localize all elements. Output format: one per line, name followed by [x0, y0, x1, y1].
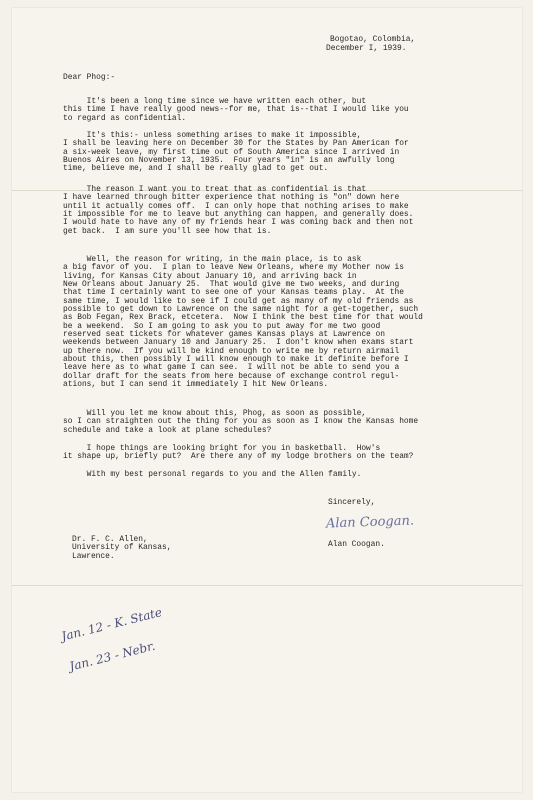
letter-line: same time, I would like to see if I could get as many of my old friends as [63, 296, 414, 306]
letter-closing: Sincerely, [328, 498, 376, 507]
letter-line: be a weekend. So I am going to ask you to put away for me two good [63, 321, 381, 331]
letter-line: until it actually comes off. I can only hope that nothing arises to make [63, 201, 409, 211]
letter-line: time, believe me, and I shall be really glad to get out. [63, 164, 329, 174]
letter-line: schedule and take a look at plane schedules? [63, 425, 272, 435]
letter-line: I have learned through bitter experience that nothing is "on" down here [63, 193, 400, 203]
letter-line: weekends between January 10 and January 25. I don't know when exams start [63, 338, 414, 348]
letter-line: living, for Kansas City about January 10, and arriving back in [63, 271, 357, 281]
letter-line: dollar draft for the seats from here because of exchange control regul- [63, 371, 400, 381]
letter-line: It's this:- unless something arises to make it impossible, [63, 131, 362, 140]
letter-line: ations, but I can send it immediately I hit New Orleans. [63, 380, 329, 390]
letter-line: I hope things are looking bright for you in basketball. How's [63, 444, 381, 453]
handwritten-signature: Alan Coogan. [325, 513, 415, 532]
letter-line: up there now. If you will be kind enough to write me by return airmail [63, 346, 400, 356]
typed-signature-name: Alan Coogan. [328, 540, 385, 549]
letter-line: so I can straighten out the thing for you as soon as I know the Kansas home [63, 417, 419, 427]
letter-line: as Bob Fegan, Rex Brack, etcetera. Now I think the best time for that would [63, 313, 423, 323]
handwritten-note-line: Jan. 12 - K. State [60, 605, 164, 644]
letter-line: leave here as to what game I can see. I will not be able to send you a [63, 363, 400, 373]
letter-line: that time I certainly want to see one of your Kansas teams play. At the [63, 288, 404, 298]
letter-line: Well, the reason for writing, in the main place, is to ask [63, 255, 362, 264]
letter-line: reserved seat tickets for whatever games Kansas plays at Lawrence on [63, 330, 385, 340]
letter-line: it impossible for me to leave but anything can happen, and generally does. [63, 210, 414, 220]
letter-paragraph-6 [63, 445, 503, 462]
recipient-line: Lawrence. [72, 551, 115, 561]
letter-paragraph-2 [63, 132, 503, 174]
letter-line: Will you let me know about this, Phog, as soon as possible, [63, 409, 367, 418]
letter-line: Buenos Aires on November 13, 1935. Four years "in" is an awfully long [63, 156, 395, 166]
letter-line: a big favor of you. I plan to leave New Orleans, where my Mother now is [63, 263, 404, 273]
letter-line: get back. I am sure you'll see how that is. [63, 226, 272, 236]
letter-line: It's been a long time since we have written each other, but [63, 97, 367, 106]
letter-line: it shape up, briefly put? Are there any of my lodge brothers on the team? [63, 452, 414, 462]
letter-paragraph-7 [63, 471, 503, 479]
letter-line: I shall be leaving here on December 30 for the States by Pan American for [63, 139, 409, 149]
letter-date: December I, 1939. [326, 44, 407, 53]
recipient-line: Dr. F. C. Allen, [72, 535, 148, 544]
letter-line: New Orleans about January 25. That would give me two weeks, and during [63, 280, 400, 290]
letter-paragraph-1 [63, 98, 503, 123]
letter-line: With my best personal regards to you and the Allen family. [63, 470, 362, 479]
letter-paragraph-3 [63, 186, 503, 236]
recipient-address [72, 536, 171, 561]
paper-fold-line [12, 585, 522, 586]
recipient-line: University of Kansas, [72, 543, 172, 553]
letter-paragraph-4 [63, 256, 503, 390]
letter-line: The reason I want you to treat that as confidential is that [63, 185, 367, 194]
letter-line: a six-week leave, my first time out of South America since I arrived in [63, 147, 400, 157]
letter-salutation: Dear Phog:- [63, 73, 116, 82]
letter-place: Bogotao, Colombia, [330, 35, 416, 44]
handwritten-note-line: Jan. 23 - Nebr. [68, 638, 157, 674]
letter-line: about this, then possibly I will know enough to make it definite before I [63, 355, 409, 365]
letter-line: I would hate to have any of my friends hear I was coming back and then not [63, 218, 414, 228]
letter-line: possible to get down to Lawrence on the same night for a get-together, such [63, 305, 419, 315]
letter-page [12, 8, 522, 792]
letter-line: to regard as confidential. [63, 113, 187, 123]
letter-line: this time I have really good news--for me, that is--that I would like you [63, 105, 409, 115]
letter-paragraph-5 [63, 410, 503, 435]
